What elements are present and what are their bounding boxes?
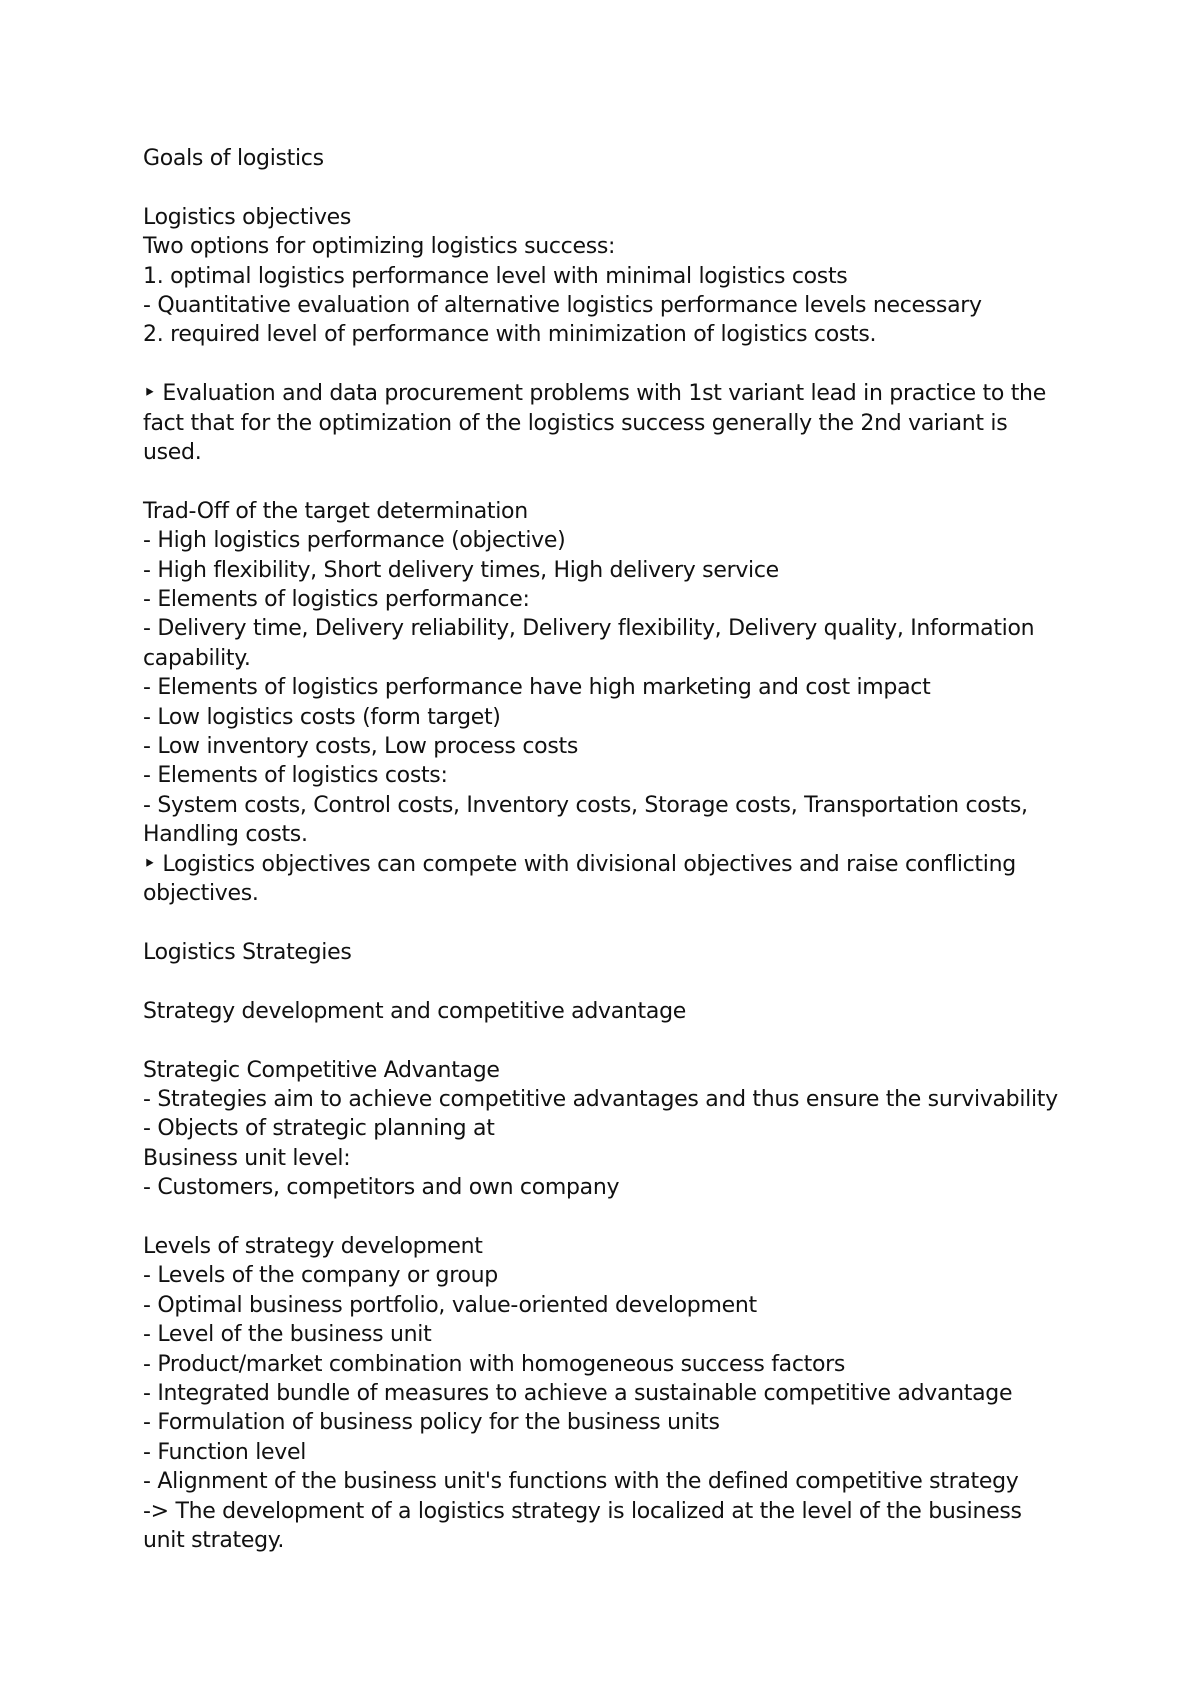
- blank-line: [143, 1203, 1063, 1232]
- document-body: [143, 144, 1063, 1555]
- trade-off-line: - Elements of logistics performance:: [143, 587, 530, 613]
- section-heading-strategy-development: Strategy development and competitive advantage: [143, 998, 686, 1024]
- strategy-levels-line: - Formulation of business policy for the business units: [143, 1410, 720, 1436]
- trade-off-line: - High logistics performance (objective): [143, 528, 566, 554]
- section-heading-strategic-advantage: Strategic Competitive Advantage: [143, 1057, 500, 1083]
- blank-line: [143, 967, 1063, 996]
- blank-line: [143, 173, 1063, 202]
- section-heading-logistics-objectives: Logistics objectives: [143, 204, 352, 230]
- trade-off-line: - High flexibility, Short delivery times, High delivery service: [143, 557, 779, 583]
- trade-off-line: - System costs, Control costs, Inventory costs, Storage costs, Transportation costs, Handling costs.: [143, 792, 1028, 848]
- objectives-note: ‣ Evaluation and data procurement problems with 1st variant lead in practice to the fact that for the optimization of the logistics success generally the 2nd variant is used.: [143, 381, 1046, 466]
- section-heading-logistics-strategies: Logistics Strategies: [143, 939, 352, 965]
- blank-line: [143, 1026, 1063, 1055]
- strategy-levels-line: - Integrated bundle of measures to achieve a sustainable competitive advantage: [143, 1380, 1013, 1406]
- document-title: Goals of logistics: [143, 146, 324, 171]
- strategic-advantage-line: - Objects of strategic planning at: [143, 1116, 495, 1142]
- strategy-levels-line: - Level of the business unit: [143, 1322, 432, 1348]
- objectives-intro: Two options for optimizing logistics success:: [143, 234, 616, 260]
- section-heading-trade-off: Trad-Off of the target determination: [143, 498, 528, 524]
- trade-off-line: - Low logistics costs (form target): [143, 704, 501, 730]
- blank-line: [143, 350, 1063, 379]
- trade-off-line: - Delivery time, Delivery reliability, Delivery flexibility, Delivery quality, Information capability.: [143, 616, 1035, 671]
- trade-off-line: - Low inventory costs, Low process costs: [143, 734, 578, 760]
- blank-line: [143, 467, 1063, 496]
- section-heading-strategy-levels: Levels of strategy development: [143, 1233, 483, 1259]
- strategy-levels-conclusion: -> The development of a logistics strategy is localized at the level of the business unit strategy.: [143, 1498, 1022, 1553]
- trade-off-line: - Elements of logistics performance have high marketing and cost impact: [143, 675, 931, 701]
- strategy-levels-line: - Levels of the company or group: [143, 1263, 498, 1289]
- trade-off-note: ‣ Logistics objectives can compete with divisional objectives and raise conflicting objectives.: [143, 851, 1016, 907]
- blank-line: [143, 909, 1063, 938]
- objectives-option-2: 2. required level of performance with minimization of logistics costs.: [143, 322, 877, 348]
- trade-off-line: - Elements of logistics costs:: [143, 763, 448, 789]
- strategic-advantage-line: - Strategies aim to achieve competitive advantages and thus ensure the survivability: [143, 1086, 1058, 1112]
- strategic-advantage-line: - Customers, competitors and own company: [143, 1175, 620, 1201]
- strategic-advantage-line: Business unit level:: [143, 1145, 351, 1171]
- strategy-levels-line: - Optimal business portfolio, value-oriented development: [143, 1292, 757, 1318]
- strategy-levels-line: - Alignment of the business unit's functions with the defined competitive strategy: [143, 1469, 1019, 1495]
- strategy-levels-line: - Product/market combination with homogeneous success factors: [143, 1351, 846, 1377]
- objectives-option-1: 1. optimal logistics performance level with minimal logistics costs: [143, 263, 848, 289]
- objectives-option-1-detail: - Quantitative evaluation of alternative logistics performance levels necessary: [143, 293, 982, 319]
- strategy-levels-line: - Function level: [143, 1439, 307, 1465]
